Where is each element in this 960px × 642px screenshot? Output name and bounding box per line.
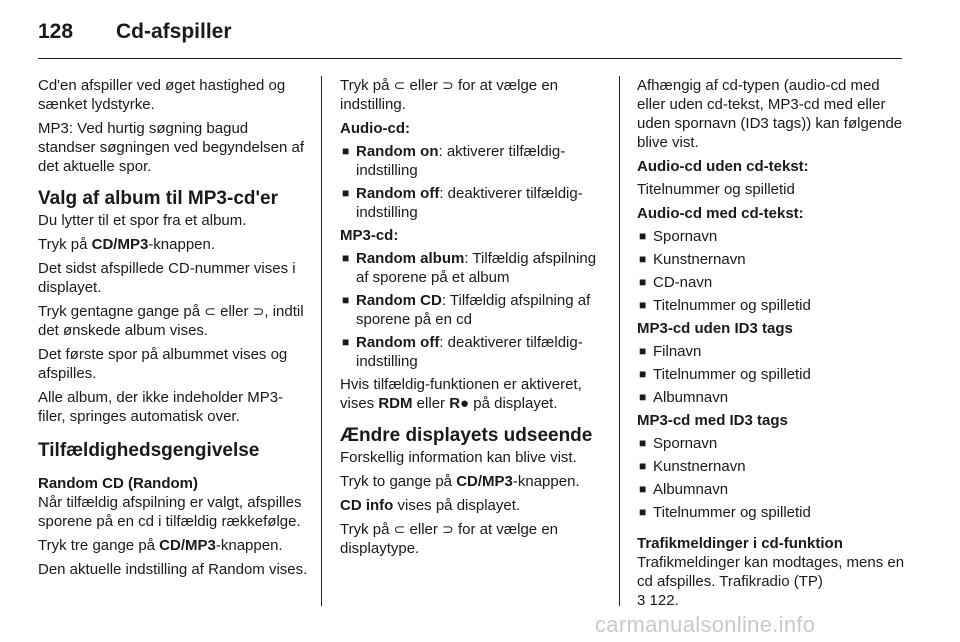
list-item: ■ Filnavn [637, 342, 907, 361]
page-reference: 3 122. [637, 592, 679, 609]
chapter-title: Cd-afspiller [116, 20, 232, 43]
column-2 [340, 76, 605, 563]
paragraph: Når tilfældig afspilning er valgt, afspilles sporene på en cd i tilfældig rækkefølge. [38, 494, 302, 530]
cd-mp3-key-label: CD/MP3 [456, 473, 513, 490]
paragraph: Du lytter til et spor fra et album. [38, 212, 247, 229]
paragraph: Det første spor på albummet vises og afspilles. [38, 346, 288, 382]
paragraph: Cd'en afspiller ved øget hastighed og sænket lydstyrke. [38, 77, 286, 113]
list-item: ■ Random CD: Tilfældig afspilning af sporene på en cd [340, 291, 605, 329]
list-mp3-id3 [637, 434, 907, 522]
paragraph: Tryk på ⊂ eller ⊃ for at vælge en indstilling. [340, 77, 559, 113]
subheading: Audio-cd uden cd-tekst: [637, 158, 809, 175]
rdm-label: RDM [378, 395, 413, 412]
list-item: ■ Titelnummer og spilletid [637, 296, 907, 315]
section-heading-random: Tilfældighedsgengivelse [38, 440, 260, 461]
random-icon: R● [449, 395, 470, 412]
paragraph: Forskellig information kan blive vist. [340, 449, 577, 466]
section-heading-album: Valg af album til MP3-cd'er [38, 188, 278, 209]
header-rule [38, 58, 902, 59]
list-item: ■ Titelnummer og spilletid [637, 503, 907, 522]
list-item: ■ Albumnavn [637, 388, 907, 407]
column-3 [637, 76, 907, 615]
arrow-right-icon: ⊃ [442, 77, 454, 93]
arrow-right-icon: ⊃ [252, 303, 265, 319]
paragraph: Det sidst afspillede CD-nummer vises i displayet. [38, 260, 296, 296]
list-item: ■ CD-navn [637, 273, 907, 292]
cd-info-label: CD info [340, 497, 394, 514]
subheading-mp3-cd: MP3-cd: [340, 227, 399, 244]
paragraph: Tryk gentagne gange på ⊂ eller ⊃, indtil det ønskede album vises. [38, 303, 304, 339]
subheading: Audio-cd med cd-tekst: [637, 205, 804, 222]
paragraph: MP3: Ved hurtig søgning bagud standser søgningen ved begyndelsen af det aktuelle spor. [38, 120, 305, 175]
subheading: MP3-cd med ID3 tags [637, 412, 788, 429]
subheading-random-cd: Random CD (Random) [38, 475, 198, 492]
list-item: ■ Titelnummer og spilletid [637, 365, 907, 384]
paragraph: Tryk på ⊂ eller ⊃ for at vælge en displaytype. [340, 521, 559, 557]
list-item: ■ Random on: aktiverer tilfældig-indstilling [340, 142, 605, 180]
watermark: carmanualsonline.info [595, 612, 816, 637]
list-item: ■ Kunstnernavn [637, 250, 907, 269]
list-item: ■ Random off: deaktiverer tilfældig-indstilling [340, 333, 605, 371]
paragraph: Den aktuelle indstilling af Random vises. [38, 561, 308, 578]
subheading-traffic: Trafikmeldinger i cd-funktion [637, 535, 843, 552]
paragraph: Titelnummer og spilletid [637, 181, 795, 198]
column-divider-1 [321, 76, 322, 606]
subheading: MP3-cd uden ID3 tags [637, 320, 793, 337]
paragraph: Tryk på CD/MP3-knappen. [38, 236, 216, 253]
paragraph: Alle album, der ikke indeholder MP3-filer, springes automatisk over. [38, 389, 284, 425]
column-1 [38, 76, 308, 584]
list-mp3-no-id3 [637, 342, 907, 407]
list-audio-cd-text [637, 227, 907, 315]
arrow-left-icon: ⊂ [393, 77, 406, 93]
cd-mp3-key-label: CD/MP3 [91, 236, 149, 253]
column-divider-2 [619, 76, 620, 606]
paragraph: Afhængig af cd-typen (audio-cd med eller uden cd-tekst, MP3-cd med eller uden spornavn (ID3 tags)) kan følgende blive vist. [637, 77, 903, 151]
paragraph: Trafikmeldinger kan modtages, mens en cd afspilles. Trafikradio (TP) [637, 554, 905, 590]
subheading-audio-cd: Audio-cd: [340, 120, 410, 137]
paragraph: Tryk tre gange på CD/MP3-knappen. [38, 537, 283, 554]
arrow-left-icon: ⊂ [393, 521, 406, 537]
list-item: ■ Spornavn [637, 434, 907, 453]
page-number: 128 [38, 20, 74, 43]
arrow-right-icon: ⊃ [442, 521, 454, 537]
list-item: ■ Random album: Tilfældig afspilning af sporene på et album [340, 249, 605, 287]
audio-cd-options [340, 142, 605, 222]
paragraph: Hvis tilfældig-funktionen er aktiveret, vises RDM eller R● på displayet. [340, 376, 582, 412]
paragraph: Tryk to gange på CD/MP3-knappen. [340, 473, 580, 490]
list-item: ■ Random off: deaktiverer tilfældig-indstilling [340, 184, 605, 222]
mp3-cd-options [340, 249, 605, 371]
paragraph: CD info vises på displayet. [340, 497, 521, 514]
section-heading-display: Ændre displayets udseende [340, 425, 593, 446]
list-item: ■ Kunstnernavn [637, 457, 907, 476]
arrow-left-icon: ⊂ [204, 303, 216, 319]
list-item: ■ Albumnavn [637, 480, 907, 499]
cd-mp3-key-label: CD/MP3 [159, 537, 216, 554]
list-item: ■ Spornavn [637, 227, 907, 246]
page-header [0, 0, 960, 60]
